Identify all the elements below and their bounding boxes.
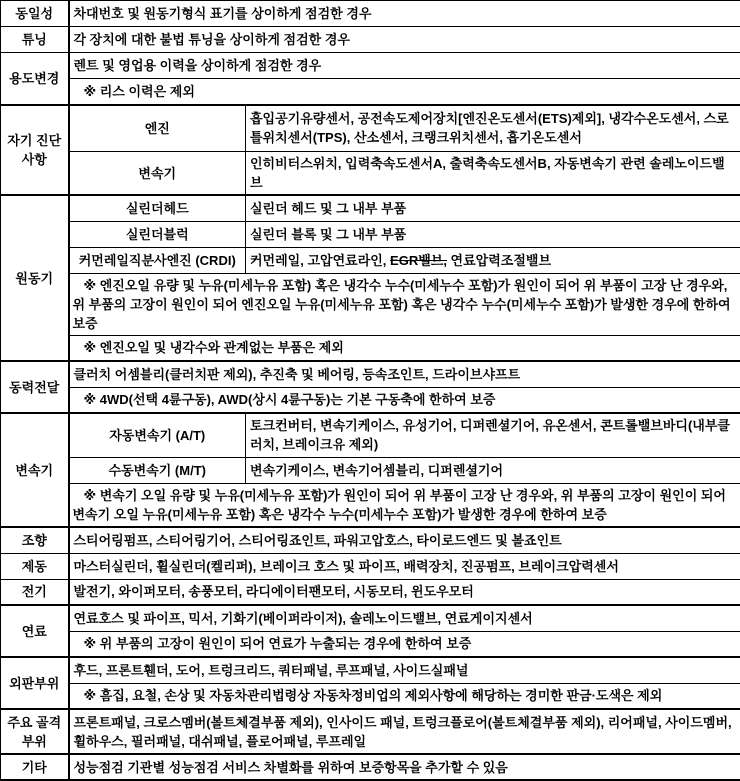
electric-text: 발전기, 와이퍼모터, 송풍모터, 라디에이터팬모터, 시동모터, 윈도우모터 bbox=[69, 579, 740, 605]
row-engine-note2 bbox=[1, 335, 740, 361]
category-usage: 용도변경 bbox=[1, 53, 69, 105]
category-steering: 조향 bbox=[1, 527, 69, 553]
usage-note: ※ 리스 이력은 제외 bbox=[69, 79, 740, 105]
transmission-note: ※ 변속기 오일 유량 및 누유(미세누유 포함)가 원인이 되어 위 부품이 고장 난 경우와, 위 부품의 고장이 원인이 되어 변속기 오일 누유(미세누유 포함) 혹은 냉각수 누수(미세누수 포함)가 발생한 경우에 한하여 보증 bbox=[69, 483, 740, 527]
category-drivetrain: 동력전달 bbox=[1, 361, 69, 413]
row-diagnosis-trans bbox=[1, 152, 740, 196]
row-usage-note bbox=[1, 79, 740, 105]
row-transmission-at bbox=[1, 413, 740, 457]
frame-text: 프론트패널, 크로스멤버(볼트체결부품 제외), 인사이드 패널, 트렁크플로어(볼트체결부품 제외), 리어패널, 사이드멤버, 휠하우스, 필러패널, 대쉬패널, 플로어패널, 루프레일 bbox=[69, 709, 740, 754]
exterior-text: 후드, 프론트휀더, 도어, 트렁크리드, 쿼터패널, 루프패널, 사이드실패널 bbox=[69, 657, 740, 683]
engine-crdi-text bbox=[246, 247, 740, 273]
category-fuel: 연료 bbox=[1, 605, 69, 657]
row-brake bbox=[1, 553, 740, 579]
row-etc bbox=[1, 754, 740, 780]
fuel-text: 연료호스 및 파이프, 믹서, 기화기(베이퍼라이저), 솔레노이드밸브, 연료게이지센서 bbox=[69, 605, 740, 631]
exterior-note: ※ 흠집, 요철, 손상 및 자동차관리법령상 자동차정비업의 제외사항에 해당하는 경미한 판금·도색은 제외 bbox=[69, 683, 740, 709]
crdi-text-strikethrough: EGR밸브, bbox=[390, 253, 447, 268]
engine-note1: ※ 엔진오일 유량 및 누유(미세누유 포함) 혹은 냉각수 누수(미세누수 포함)가 원인이 되어 위 부품이 고장 난 경우와, 위 부품의 고장이 원인이 되어 엔진오일 누유(미세누유 포함) 혹은 냉각수 누수(미세누수 포함)가 발생한 경우에 한하여 보증 bbox=[69, 273, 740, 335]
diagnosis-engine-text: 흡입공기유량센서, 공전속도제어장치[엔진온도센서(ETS)제외], 냉각수온도센서, 스로틀위치센서(TPS), 산소센서, 크랭크위치센서, 흡기온도센서 bbox=[246, 105, 740, 152]
category-identity: 동일성 bbox=[1, 1, 69, 27]
row-identity bbox=[1, 1, 740, 27]
category-brake: 제동 bbox=[1, 553, 69, 579]
transmission-mt-text: 변속기케이스, 변속기어셈블리, 디퍼렌셜기어 bbox=[246, 457, 740, 483]
transmission-at-sub: 자동변속기 (A/T) bbox=[69, 413, 246, 457]
transmission-at-text: 토크컨버터, 변속기케이스, 유성기어, 디퍼렌셜기어, 유온센서, 콘트롤밸브바디(내부클러치, 브레이크유 제외) bbox=[246, 413, 740, 457]
category-engine: 원동기 bbox=[1, 195, 69, 361]
row-frame bbox=[1, 709, 740, 754]
row-drivetrain-main bbox=[1, 361, 740, 387]
steering-text: 스티어링펌프, 스티어링기어, 스티어링죠인트, 파워고압호스, 타이로드엔드 및 볼죠인트 bbox=[69, 527, 740, 553]
row-transmission-mt bbox=[1, 457, 740, 483]
row-drivetrain-note bbox=[1, 387, 740, 413]
category-diagnosis: 자기 진단 사항 bbox=[1, 105, 69, 196]
category-exterior: 외판부위 bbox=[1, 657, 69, 709]
row-engine-head bbox=[1, 195, 740, 221]
drivetrain-note: ※ 4WD(선택 4륜구동), AWD(상시 4륜구동)는 기본 구동축에 한하여 보증 bbox=[69, 387, 740, 413]
engine-note2: ※ 엔진오일 및 냉각수와 관계없는 부품은 제외 bbox=[69, 335, 740, 361]
drivetrain-text: 클러치 어셈블리(클러치판 제외), 추진축 및 베어링, 등속조인트, 드라이브샤프트 bbox=[69, 361, 740, 387]
row-diagnosis-engine bbox=[1, 105, 740, 152]
engine-crdi-sub: 커먼레일직분사엔진 (CRDI) bbox=[69, 247, 246, 273]
crdi-text-post: 연료압력조절밸브 bbox=[447, 253, 551, 268]
row-exterior-main bbox=[1, 657, 740, 683]
row-fuel-main bbox=[1, 605, 740, 631]
usage-text: 렌트 및 영업용 이력을 상이하게 점검한 경우 bbox=[69, 53, 740, 79]
row-tuning bbox=[1, 27, 740, 53]
engine-head-text: 실린더 헤드 및 그 내부 부품 bbox=[246, 195, 740, 221]
row-engine-crdi bbox=[1, 247, 740, 273]
diagnosis-trans-sub: 변속기 bbox=[69, 152, 246, 196]
row-exterior-note bbox=[1, 683, 740, 709]
category-electric: 전기 bbox=[1, 579, 69, 605]
crdi-text-pre: 커먼레일, 고압연료라인, bbox=[250, 253, 390, 268]
engine-head-sub: 실린더헤드 bbox=[69, 195, 246, 221]
tuning-text: 각 장치에 대한 불법 튜닝을 상이하게 점검한 경우 bbox=[69, 27, 740, 53]
category-frame: 주요 골격 부위 bbox=[1, 709, 69, 754]
category-tuning: 튜닝 bbox=[1, 27, 69, 53]
fuel-note: ※ 위 부품의 고장이 원인이 되어 연료가 누출되는 경우에 한하여 보증 bbox=[69, 631, 740, 657]
diagnosis-trans-text: 인히비터스위치, 입력축속도센서A, 출력축속도센서B, 자동변속기 관련 솔레노이드밸브 bbox=[246, 152, 740, 196]
brake-text: 마스터실린더, 휠실린더(켈리퍼), 브레이크 호스 및 파이프, 배력장치, 진공펌프, 브레이크압력센서 bbox=[69, 553, 740, 579]
category-etc: 기타 bbox=[1, 754, 69, 780]
engine-block-text: 실린더 블록 및 그 내부 부품 bbox=[246, 221, 740, 247]
diagnosis-engine-sub: 엔진 bbox=[69, 105, 246, 152]
etc-text: 성능점검 기관별 성능점검 서비스 차별화를 위하여 보증항목을 추가할 수 있음 bbox=[69, 754, 740, 780]
row-fuel-note bbox=[1, 631, 740, 657]
row-electric bbox=[1, 579, 740, 605]
identity-text: 차대번호 및 원동기형식 표기를 상이하게 점검한 경우 bbox=[69, 1, 740, 27]
row-engine-note1 bbox=[1, 273, 740, 335]
engine-block-sub: 실린더블럭 bbox=[69, 221, 246, 247]
transmission-mt-sub: 수동변속기 (M/T) bbox=[69, 457, 246, 483]
row-engine-block bbox=[1, 221, 740, 247]
row-steering bbox=[1, 527, 740, 553]
row-usage-main bbox=[1, 53, 740, 79]
row-transmission-note bbox=[1, 483, 740, 527]
category-transmission: 변속기 bbox=[1, 413, 69, 527]
